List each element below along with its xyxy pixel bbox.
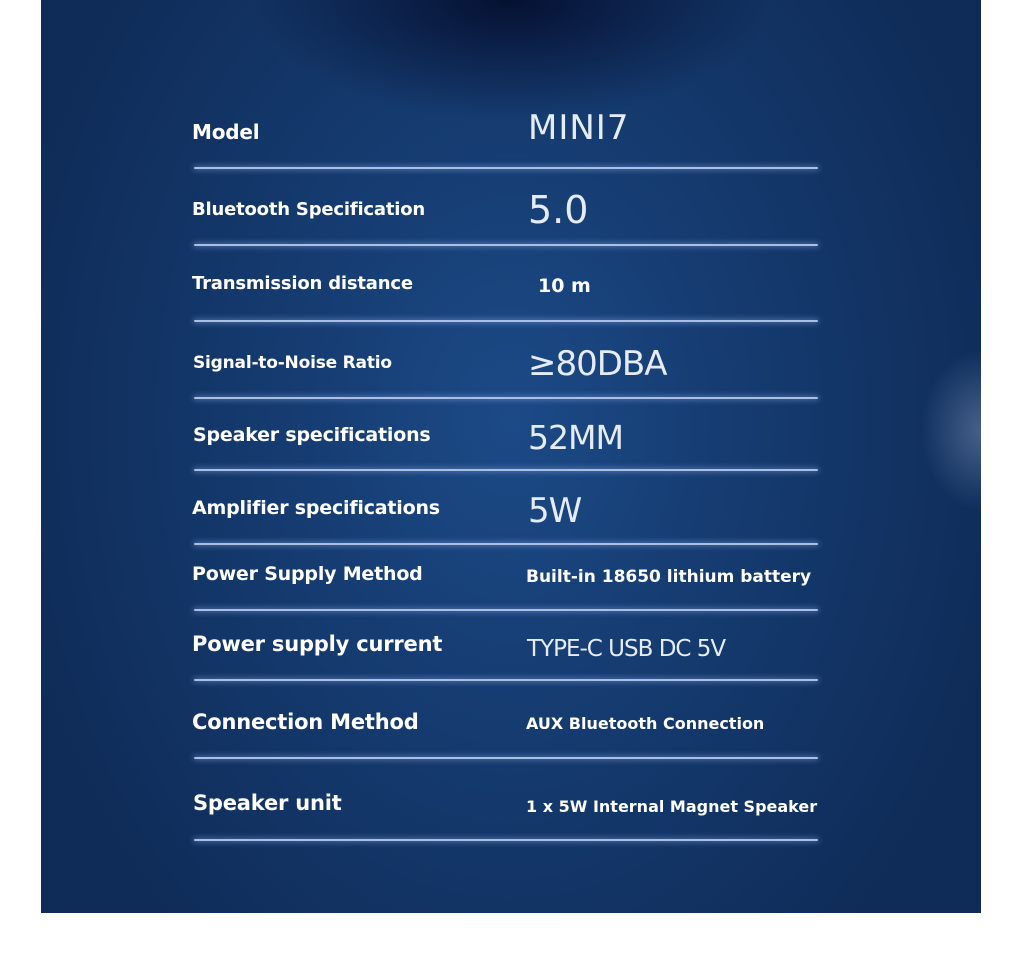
- divider: [194, 244, 818, 246]
- divider: [194, 609, 818, 611]
- spec-value-snr: ≥80DBA: [528, 344, 667, 384]
- spec-value-speaker-unit: 1 x 5W Internal Magnet Speaker: [526, 797, 818, 816]
- spec-value-transmission: 10 m: [538, 275, 591, 297]
- divider: [194, 320, 818, 322]
- divider: [194, 679, 818, 681]
- spec-label-model: Model: [192, 120, 260, 144]
- spec-label-speaker-unit: Speaker unit: [193, 791, 342, 815]
- spec-label-amplifier: Amplifier specifications: [192, 497, 440, 519]
- spec-value-amplifier: 5W: [528, 491, 582, 531]
- spec-label-transmission: Transmission distance: [192, 273, 413, 294]
- spec-value-connection: AUX Bluetooth Connection: [526, 714, 765, 733]
- divider: [194, 167, 818, 169]
- spec-label-connection: Connection Method: [192, 710, 419, 734]
- spec-label-power-current: Power supply current: [192, 632, 443, 656]
- spec-label-speaker-spec: Speaker specifications: [193, 424, 431, 446]
- divider: [194, 469, 818, 471]
- spec-value-speaker-spec: 52MM: [528, 418, 623, 457]
- spec-value-model: MINI7: [528, 108, 630, 148]
- spec-value-power-method: Built-in 18650 lithium battery: [526, 567, 812, 587]
- spec-value-bluetooth: 5.0: [528, 188, 589, 232]
- spec-panel: [41, 0, 981, 913]
- spec-label-power-method: Power Supply Method: [192, 563, 423, 585]
- divider: [194, 543, 818, 545]
- spec-label-snr: Signal-to-Noise Ratio: [193, 353, 392, 373]
- spec-label-bluetooth: Bluetooth Specification: [192, 199, 426, 220]
- divider: [194, 757, 818, 759]
- spec-value-power-current: TYPE-C USB DC 5V: [527, 636, 726, 662]
- divider: [194, 397, 818, 399]
- divider: [194, 839, 818, 841]
